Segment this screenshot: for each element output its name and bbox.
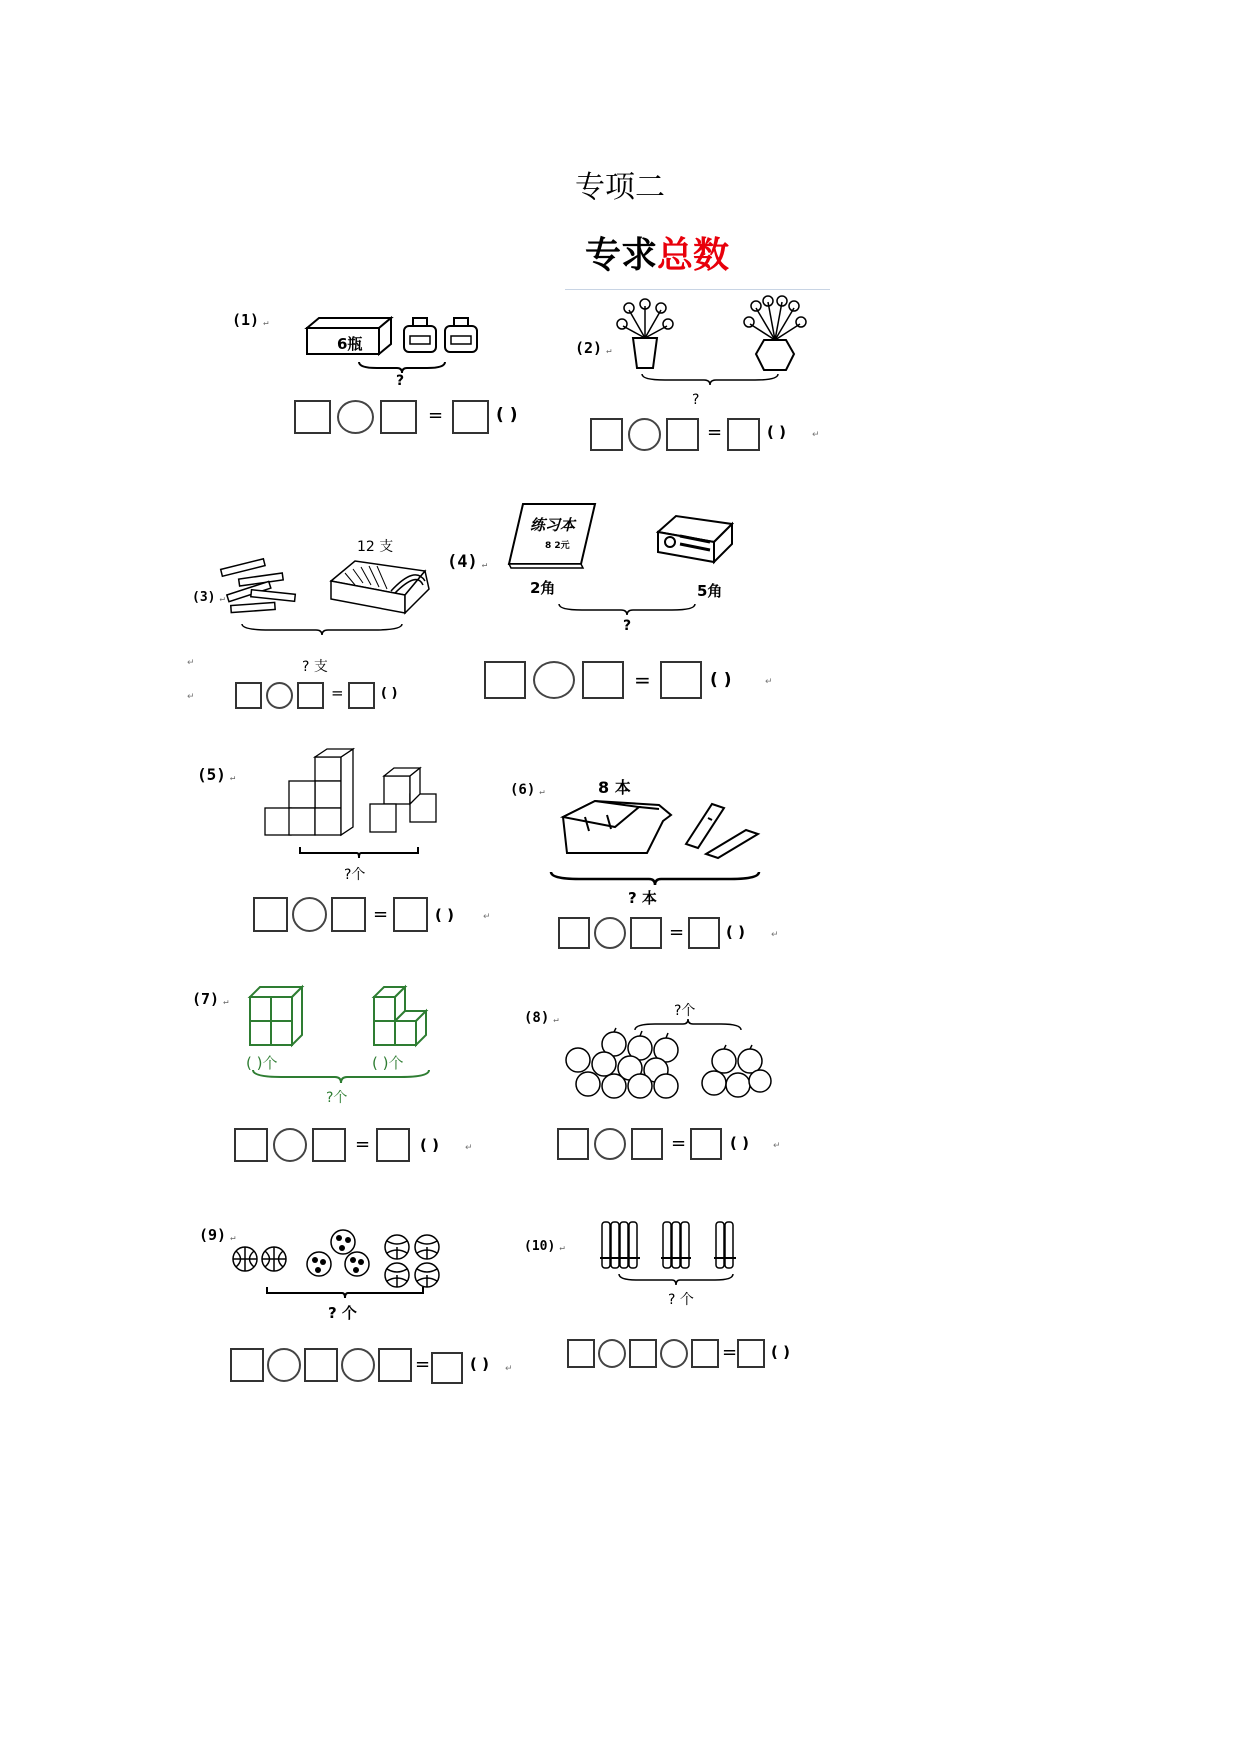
stick-bundle-icon bbox=[661, 1220, 697, 1272]
result-box[interactable] bbox=[660, 661, 702, 699]
line-mark: ↵ bbox=[773, 1141, 781, 1151]
problem-number: (7) ↵ bbox=[192, 990, 229, 1008]
answer-box-1[interactable] bbox=[235, 682, 262, 709]
question-mark-label: ? bbox=[692, 392, 700, 408]
answer-box-2[interactable] bbox=[380, 400, 417, 434]
unit-paren[interactable]: ( ) bbox=[730, 1134, 749, 1152]
operator-circle[interactable] bbox=[594, 1128, 626, 1160]
answer-box-2[interactable] bbox=[629, 1339, 657, 1368]
line-mark: ↵ bbox=[812, 430, 820, 440]
left-price-label: 2角 bbox=[530, 579, 556, 597]
flower-vase-icon bbox=[615, 296, 675, 376]
answer-box-1[interactable] bbox=[230, 1348, 264, 1382]
unit-paren[interactable]: ( ) bbox=[496, 405, 518, 425]
question-mark-label: ? 个 bbox=[328, 1304, 357, 1322]
problem-number: (1) ↵ bbox=[232, 311, 269, 329]
question-mark-label: ? 支 bbox=[302, 659, 328, 675]
answer-box-1[interactable] bbox=[567, 1339, 595, 1368]
equals-sign: = bbox=[707, 422, 723, 443]
problem-number: (9) ↵ bbox=[199, 1226, 236, 1244]
operator-circle[interactable] bbox=[337, 400, 374, 434]
question-mark-label: ?个 bbox=[674, 1003, 696, 1019]
basketball-icon bbox=[232, 1245, 292, 1273]
count-label: 12 支 bbox=[357, 539, 394, 555]
crayon-icon bbox=[215, 558, 305, 618]
answer-box-2[interactable] bbox=[631, 1128, 663, 1160]
result-box[interactable] bbox=[393, 897, 428, 932]
result-box[interactable] bbox=[737, 1339, 765, 1368]
box-label: 6瓶 bbox=[337, 335, 363, 353]
question-mark-label: ? bbox=[623, 618, 632, 634]
operator-circle[interactable] bbox=[266, 682, 293, 709]
answer-box-2[interactable] bbox=[630, 917, 662, 949]
bottle-icon bbox=[400, 316, 440, 354]
apple-icon bbox=[560, 1028, 690, 1100]
line-mark: ↵ bbox=[187, 692, 195, 702]
bottle-icon bbox=[441, 316, 481, 354]
answer-box-1[interactable] bbox=[294, 400, 331, 434]
left-blank-label[interactable]: ( )个 bbox=[246, 1054, 278, 1072]
flower-vase-icon bbox=[742, 296, 808, 376]
unit-paren[interactable]: ( ) bbox=[726, 923, 745, 941]
unit-paren[interactable]: ( ) bbox=[710, 670, 732, 690]
question-brace bbox=[240, 622, 405, 636]
equals-sign: = bbox=[669, 922, 685, 943]
question-mark-label: ? 个 bbox=[668, 1292, 694, 1308]
equals-sign: = bbox=[331, 684, 344, 702]
title-divider bbox=[565, 289, 830, 290]
result-box[interactable] bbox=[452, 400, 489, 434]
unit-paren[interactable]: ( ) bbox=[767, 423, 786, 441]
problem-number: (10) ↵ bbox=[524, 1239, 565, 1254]
subtitle-red: 总数 bbox=[657, 234, 730, 276]
equals-sign: = bbox=[355, 1134, 371, 1155]
answer-box-2[interactable] bbox=[331, 897, 366, 932]
line-mark: ↵ bbox=[505, 1364, 513, 1374]
operator-circle[interactable] bbox=[628, 418, 661, 451]
answer-box-2[interactable] bbox=[297, 682, 324, 709]
question-mark-label: ?个 bbox=[326, 1090, 348, 1106]
operator-circle[interactable] bbox=[273, 1128, 307, 1162]
football-icon bbox=[305, 1228, 375, 1278]
problem-number: (8) ↵ bbox=[524, 1010, 559, 1026]
pencil-sharpener-icon bbox=[654, 510, 736, 566]
problem-number: (6) ↵ bbox=[510, 782, 545, 798]
result-box[interactable] bbox=[348, 682, 375, 709]
result-box[interactable] bbox=[727, 418, 760, 451]
problem-number: (4) ↵ bbox=[447, 552, 488, 572]
answer-box-1[interactable] bbox=[234, 1128, 268, 1162]
problem-number: (2) ↵ bbox=[575, 339, 612, 357]
line-mark: ↵ bbox=[187, 658, 195, 668]
schoolbag-icon bbox=[555, 797, 675, 859]
unit-paren[interactable]: ( ) bbox=[420, 1136, 439, 1154]
operator-circle[interactable] bbox=[292, 897, 327, 932]
right-blank-label[interactable]: ( )个 bbox=[372, 1054, 404, 1072]
right-price-label: 5角 bbox=[697, 582, 723, 600]
equals-sign: = bbox=[634, 668, 651, 692]
operator-circle[interactable] bbox=[594, 917, 626, 949]
question-brace bbox=[549, 870, 761, 886]
notebook-icon bbox=[507, 500, 597, 570]
question-brace bbox=[617, 1272, 735, 1286]
page-title: 专项二 bbox=[575, 170, 665, 205]
question-mark-label: ?个 bbox=[344, 867, 366, 883]
question-brace bbox=[557, 602, 697, 616]
answer-box-2[interactable] bbox=[582, 661, 624, 699]
answer-box-2[interactable] bbox=[666, 418, 699, 451]
question-brace bbox=[251, 1068, 431, 1084]
cube-stack-icon bbox=[265, 757, 365, 837]
result-box[interactable] bbox=[431, 1352, 463, 1384]
equals-sign: = bbox=[428, 405, 444, 426]
operator-circle[interactable] bbox=[598, 1339, 626, 1368]
unit-paren[interactable]: ( ) bbox=[435, 906, 454, 924]
answer-box-1[interactable] bbox=[484, 661, 526, 699]
answer-box-2[interactable] bbox=[304, 1348, 338, 1382]
result-box[interactable] bbox=[688, 917, 720, 949]
answer-box-3[interactable] bbox=[378, 1348, 412, 1382]
operator-circle[interactable] bbox=[267, 1348, 301, 1382]
line-mark: ↵ bbox=[465, 1143, 473, 1153]
line-mark: ↵ bbox=[483, 912, 491, 922]
crayon-box-icon bbox=[325, 555, 435, 617]
stick-bundle-icon bbox=[714, 1220, 742, 1272]
subtitle-black: 专求 bbox=[585, 234, 658, 276]
answer-box-1[interactable] bbox=[557, 1128, 589, 1160]
book-icon bbox=[682, 800, 762, 858]
unit-paren[interactable]: ( ) bbox=[381, 686, 398, 701]
question-brace bbox=[265, 1285, 425, 1299]
notebook-price: 8 2元 bbox=[545, 541, 570, 551]
equals-sign: = bbox=[671, 1133, 687, 1154]
question-mark-label: ? bbox=[396, 373, 405, 389]
question-brace bbox=[640, 372, 780, 386]
answer-box-1[interactable] bbox=[253, 897, 288, 932]
problem-number: (5) ↵ bbox=[197, 765, 236, 784]
cube-stack-icon bbox=[370, 776, 450, 834]
answer-box-1[interactable] bbox=[590, 418, 623, 451]
operator-circle[interactable] bbox=[533, 661, 575, 699]
line-mark: ↵ bbox=[771, 930, 779, 940]
count-label: 8 本 bbox=[598, 778, 631, 797]
answer-box-1[interactable] bbox=[558, 917, 590, 949]
answer-box-2[interactable] bbox=[312, 1128, 346, 1162]
line-mark: ↵ bbox=[765, 677, 773, 687]
answer-box-3[interactable] bbox=[691, 1339, 719, 1368]
question-brace bbox=[357, 360, 447, 374]
notebook-title: 练习本 bbox=[530, 516, 576, 534]
unit-paren[interactable]: ( ) bbox=[470, 1355, 489, 1373]
volleyball-icon bbox=[383, 1233, 445, 1289]
result-box[interactable] bbox=[690, 1128, 722, 1160]
question-brace bbox=[298, 845, 420, 859]
operator-circle[interactable] bbox=[660, 1339, 688, 1368]
operator-circle[interactable] bbox=[341, 1348, 375, 1382]
equals-sign: = bbox=[373, 904, 389, 925]
stick-bundle-icon bbox=[600, 1220, 644, 1272]
equals-sign: = bbox=[722, 1342, 738, 1363]
cube-stack-icon bbox=[246, 985, 306, 1049]
equals-sign: = bbox=[415, 1354, 431, 1375]
result-box[interactable] bbox=[376, 1128, 410, 1162]
question-mark-label: ? 本 bbox=[628, 889, 657, 907]
problem-number: (3) ↵ bbox=[192, 590, 225, 605]
page-subtitle bbox=[585, 227, 729, 278]
unit-paren[interactable]: ( ) bbox=[771, 1343, 790, 1361]
cube-stack-icon bbox=[370, 985, 430, 1049]
apple-icon bbox=[700, 1045, 772, 1101]
